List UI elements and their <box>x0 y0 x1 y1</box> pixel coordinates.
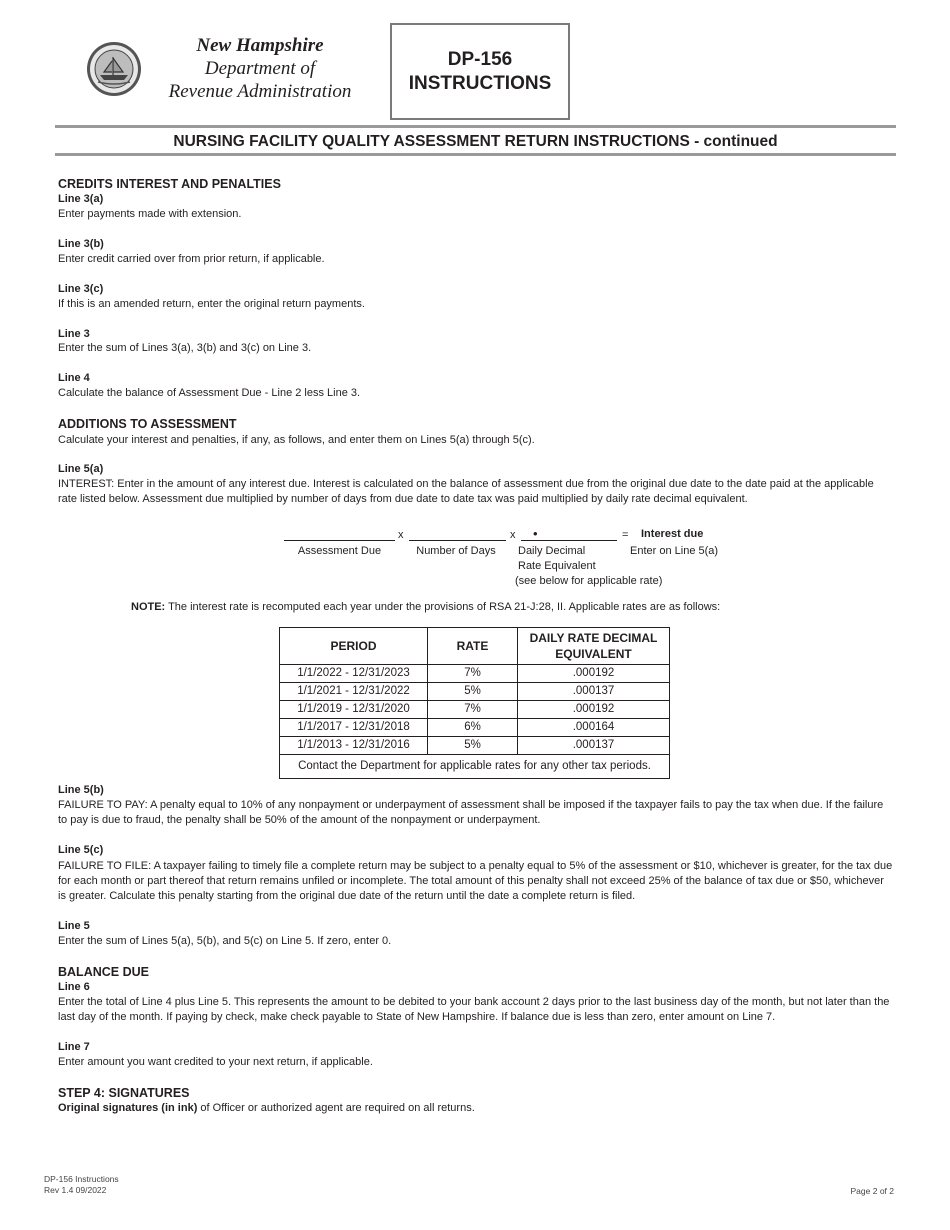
assessment-due-caption: Assessment Due <box>297 545 382 557</box>
line6-label: Line 6 <box>58 981 90 993</box>
daily-rate-caption-2: Rate Equivalent <box>518 560 596 572</box>
table-footnote: Contact the Department for applicable rates for any other tax periods. <box>280 755 670 779</box>
footer-left <box>44 1174 119 1196</box>
period-cell: 1/1/2013 - 12/31/2016 <box>280 737 428 755</box>
title-bottom-rule <box>55 153 896 156</box>
form-id-box <box>390 23 570 120</box>
times-sign-1: x <box>398 529 404 541</box>
signatures-heading: STEP 4: SIGNATURES <box>58 1086 190 1100</box>
line7-label: Line 7 <box>58 1041 90 1053</box>
credits-heading: CREDITS INTEREST AND PENALTIES <box>58 177 281 191</box>
line3c-label: Line 3(c) <box>58 283 104 295</box>
line3-label: Line 3 <box>58 328 90 340</box>
interest-due-label: Interest due <box>641 528 704 540</box>
additions-heading: ADDITIONS TO ASSESSMENT <box>58 417 237 431</box>
signatures-bold-text: Original signatures (in ink) <box>58 1102 198 1114</box>
agency-division: Revenue Administration <box>168 81 352 102</box>
daily-rate-cell: .000164 <box>518 719 670 737</box>
daily-rate-cell: .000192 <box>518 665 670 683</box>
form-number: DP-156 <box>447 48 513 70</box>
state-seal-icon <box>86 41 142 97</box>
table-header-row <box>280 628 670 665</box>
period-cell: 1/1/2022 - 12/31/2023 <box>280 665 428 683</box>
note-label: NOTE: <box>131 601 166 613</box>
daily-rate-caption-1: Daily Decimal <box>518 545 586 557</box>
title-top-rule <box>55 125 896 128</box>
line5-label: Line 5 <box>58 920 90 932</box>
table-row <box>280 701 670 719</box>
line5b-label: Line 5(b) <box>58 784 104 796</box>
line6-text: Enter the total of Line 4 plus Line 5. This represents the amount to be debited to your bank account 2 days prior to the last business day of the month, but not later than the last day of the month. If paying by check, make check payable to State of New Hampshire. If balance due is less than zero, enter amount on Line 7. <box>58 996 890 1023</box>
table-row <box>280 665 670 683</box>
equals-sign: = <box>622 529 629 541</box>
number-of-days-caption: Number of Days <box>416 545 496 557</box>
line5c-label: Line 5(c) <box>58 844 104 856</box>
line3a-text: Enter payments made with extension. <box>58 208 242 220</box>
interest-due-caption: Enter on Line 5(a) <box>630 545 719 557</box>
form-type: INSTRUCTIONS <box>408 72 552 94</box>
interest-rates-table <box>279 627 670 779</box>
line3-text: Enter the sum of Lines 3(a), 3(b) and 3(c) on Line 3. <box>58 342 312 354</box>
daily-rate-cell: .000137 <box>518 737 670 755</box>
rate-cell: 5% <box>428 737 518 755</box>
rate-cell: 6% <box>428 719 518 737</box>
number-of-days-blank <box>409 540 506 541</box>
agency-name <box>150 34 370 103</box>
line3b-text: Enter credit carried over from prior return, if applicable. <box>58 253 325 265</box>
line5a-label: Line 5(a) <box>58 463 104 475</box>
line7-text: Enter amount you want credited to your next return, if applicable. <box>58 1056 373 1068</box>
daily-rate-cell: .000192 <box>518 701 670 719</box>
rate-cell: 7% <box>428 665 518 683</box>
line4-label: Line 4 <box>58 372 90 384</box>
table-footnote-row <box>280 755 670 779</box>
table-row <box>280 719 670 737</box>
period-cell: 1/1/2019 - 12/31/2020 <box>280 701 428 719</box>
page-title: NURSING FACILITY QUALITY ASSESSMENT RETURN INSTRUCTIONS - continued <box>173 133 778 150</box>
column-header-daily-rate-text: DAILY RATE DECIMAL EQUIVALENT <box>529 631 658 661</box>
line5c-text: FAILURE TO FILE: A taxpayer failing to timely file a complete return may be subject to a penalty equal to 5% of the assessment or $10, whichever is greater, for the tax due for each month or part thereof that return remains unfiled or incomplete. The total amount of this penalty shall not exceed 25% of the balance of tax due or $50, whichever is greater. Calculate this penalty starting from the original due date of the return until the date a complete return is filed. <box>58 860 893 902</box>
times-sign-2: x <box>510 529 516 541</box>
footer-revision: Rev 1.4 09/2022 <box>44 1185 107 1195</box>
daily-rate-caption-3: (see below for applicable rate) <box>515 575 663 587</box>
rate-cell: 7% <box>428 701 518 719</box>
column-header-rate: RATE <box>428 628 518 665</box>
signatures-rest-text: of Officer or authorized agent are required on all returns. <box>197 1102 475 1114</box>
agency-state: New Hampshire <box>196 35 324 56</box>
assessment-due-blank <box>284 540 395 541</box>
signatures-text <box>58 1101 894 1116</box>
daily-rate-cell: .000137 <box>518 683 670 701</box>
line5b-text: FAILURE TO PAY: A penalty equal to 10% of any nonpayment or underpayment of assessment shall be imposed if the taxpayer fails to pay the tax when due. If the failure to pay is due to fraud, the penalty shall be 50% of the amount of the nonpayment or underpayment. <box>58 799 884 826</box>
column-header-daily-rate <box>518 628 670 665</box>
table-row <box>280 683 670 701</box>
rates-note <box>131 600 891 615</box>
balance-heading: BALANCE DUE <box>58 965 149 979</box>
page-number: Page 2 of 2 <box>850 1186 894 1196</box>
line3a-label: Line 3(a) <box>58 193 104 205</box>
table-row <box>280 737 670 755</box>
period-cell: 1/1/2017 - 12/31/2018 <box>280 719 428 737</box>
line3c-text: If this is an amended return, enter the original return payments. <box>58 298 365 310</box>
column-header-period: PERIOD <box>280 628 428 665</box>
footer-form-ref: DP-156 Instructions <box>44 1174 119 1184</box>
line5a-text: INTEREST: Enter in the amount of any interest due. Interest is calculated on the balance of assessment due from the original due date to the date paid at the applicable rate listed below. Assessment due multiplied by number of days from due date to date tax was paid multiplied by daily rate decimal equivalent. <box>58 478 874 505</box>
line3b-label: Line 3(b) <box>58 238 104 250</box>
rate-cell: 5% <box>428 683 518 701</box>
additions-intro: Calculate your interest and penalties, if any, as follows, and enter them on Lines 5(a) through 5(c). <box>58 434 535 446</box>
line4-text: Calculate the balance of Assessment Due - Line 2 less Line 3. <box>58 387 361 399</box>
period-cell: 1/1/2021 - 12/31/2022 <box>280 683 428 701</box>
line5-text: Enter the sum of Lines 5(a), 5(b), and 5(c) on Line 5. If zero, enter 0. <box>58 935 392 947</box>
note-text: The interest rate is recomputed each year under the provisions of RSA 21-J:28, II. Applicable rates are as follows: <box>165 601 721 613</box>
agency-department: Department of <box>204 58 316 79</box>
decimal-point: • <box>533 526 538 541</box>
